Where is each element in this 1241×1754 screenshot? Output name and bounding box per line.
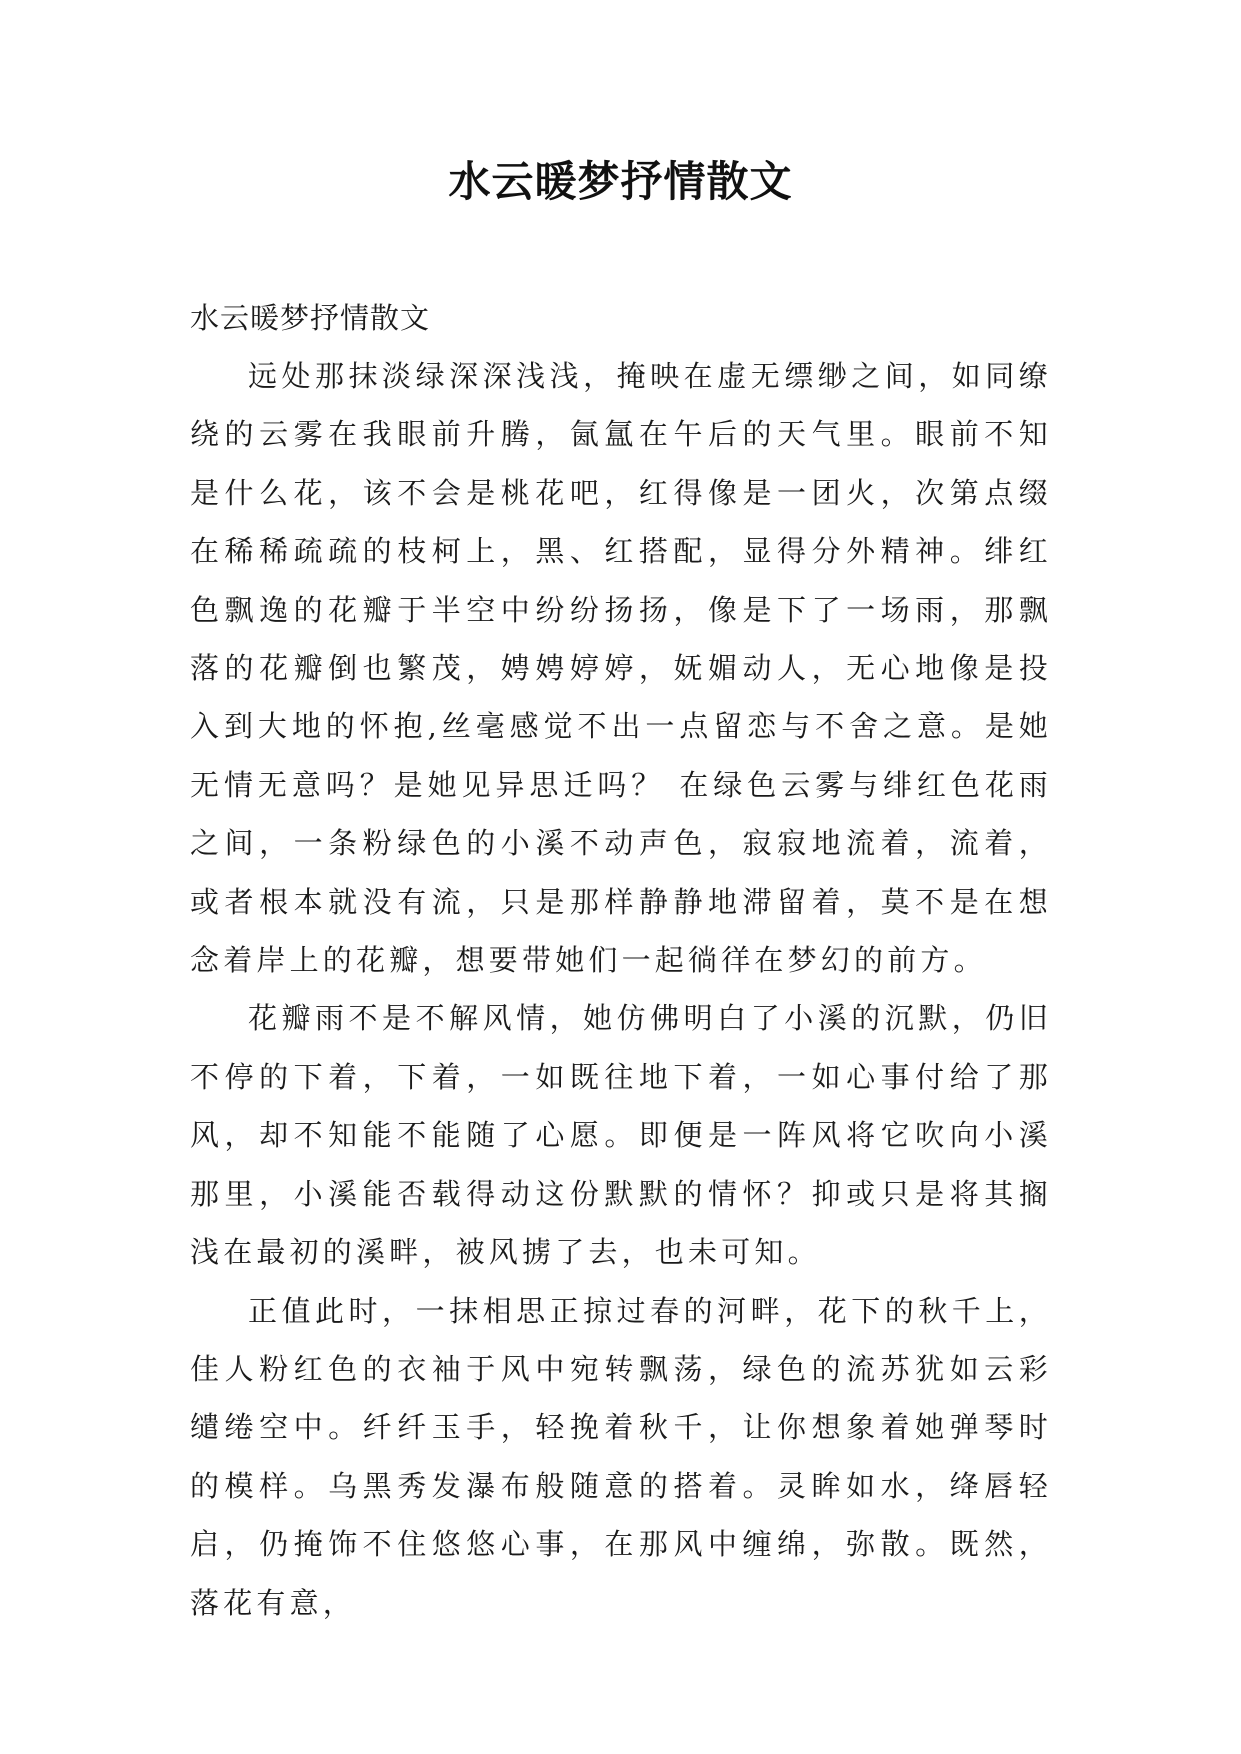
paragraph-1: 远处那抹淡绿深深浅浅，掩映在虚无缥缈之间，如同缭绕的云雾在我眼前升腾，氤氲在午后的天气里。眼前不知是什么花，该不会是桃花吧，红得像是一团火，次第点缀在稀稀疏疏的枝柯上，黑、红搭配，显得分外精神。绯红色飘逸的花瓣于半空中纷纷扬扬，像是下了一场雨，那飘落的花瓣倒也繁茂，娉娉婷婷，妩媚动人，无心地像是投入到大地的怀抱,丝毫感觉不出一点留恋与不舍之意。是她无情无意吗？是她见异思迁吗？ 在绿色云雾与绯红色花雨之间，一条粉绿色的小溪不动声色，寂寂地流着，流着，或者根本就没有流，只是那样静静地滞留着，莫不是在想念着岸上的花瓣，想要带她们一起徜徉在梦幻的前方。 xyxy=(190,359,1052,978)
document-title: 水云暖梦抒情散文 xyxy=(448,157,793,206)
document-body xyxy=(190,289,1052,1632)
paragraph-3: 正值此时，一抹相思正掠过春的河畔，花下的秋千上，佳人粉红色的衣袖于风中宛转飘荡，绿色的流苏犹如云彩缱绻空中。纤纤玉手，轻挽着秋千，让你想象着她弹琴时的模样。乌黑秀发瀑布般随意的搭着。灵眸如水，绛唇轻启，仍掩饰不住悠悠心事，在那风中缠绵，弥散。既然，落花有意， xyxy=(190,1293,1052,1620)
paragraph-2: 花瓣雨不是不解风情，她仿佛明白了小溪的沉默，仍旧不停的下着，下着，一如既往地下着，一如心事付给了那风，却不知能不能随了心愿。即便是一阵风将它吹向小溪那里，小溪能否载得动这份默默的情怀？抑或只是将其搁浅在最初的溪畔，被风掳了去，也未可知。 xyxy=(190,1001,1052,1270)
document-subtitle: 水云暖梦抒情散文 xyxy=(190,301,431,335)
